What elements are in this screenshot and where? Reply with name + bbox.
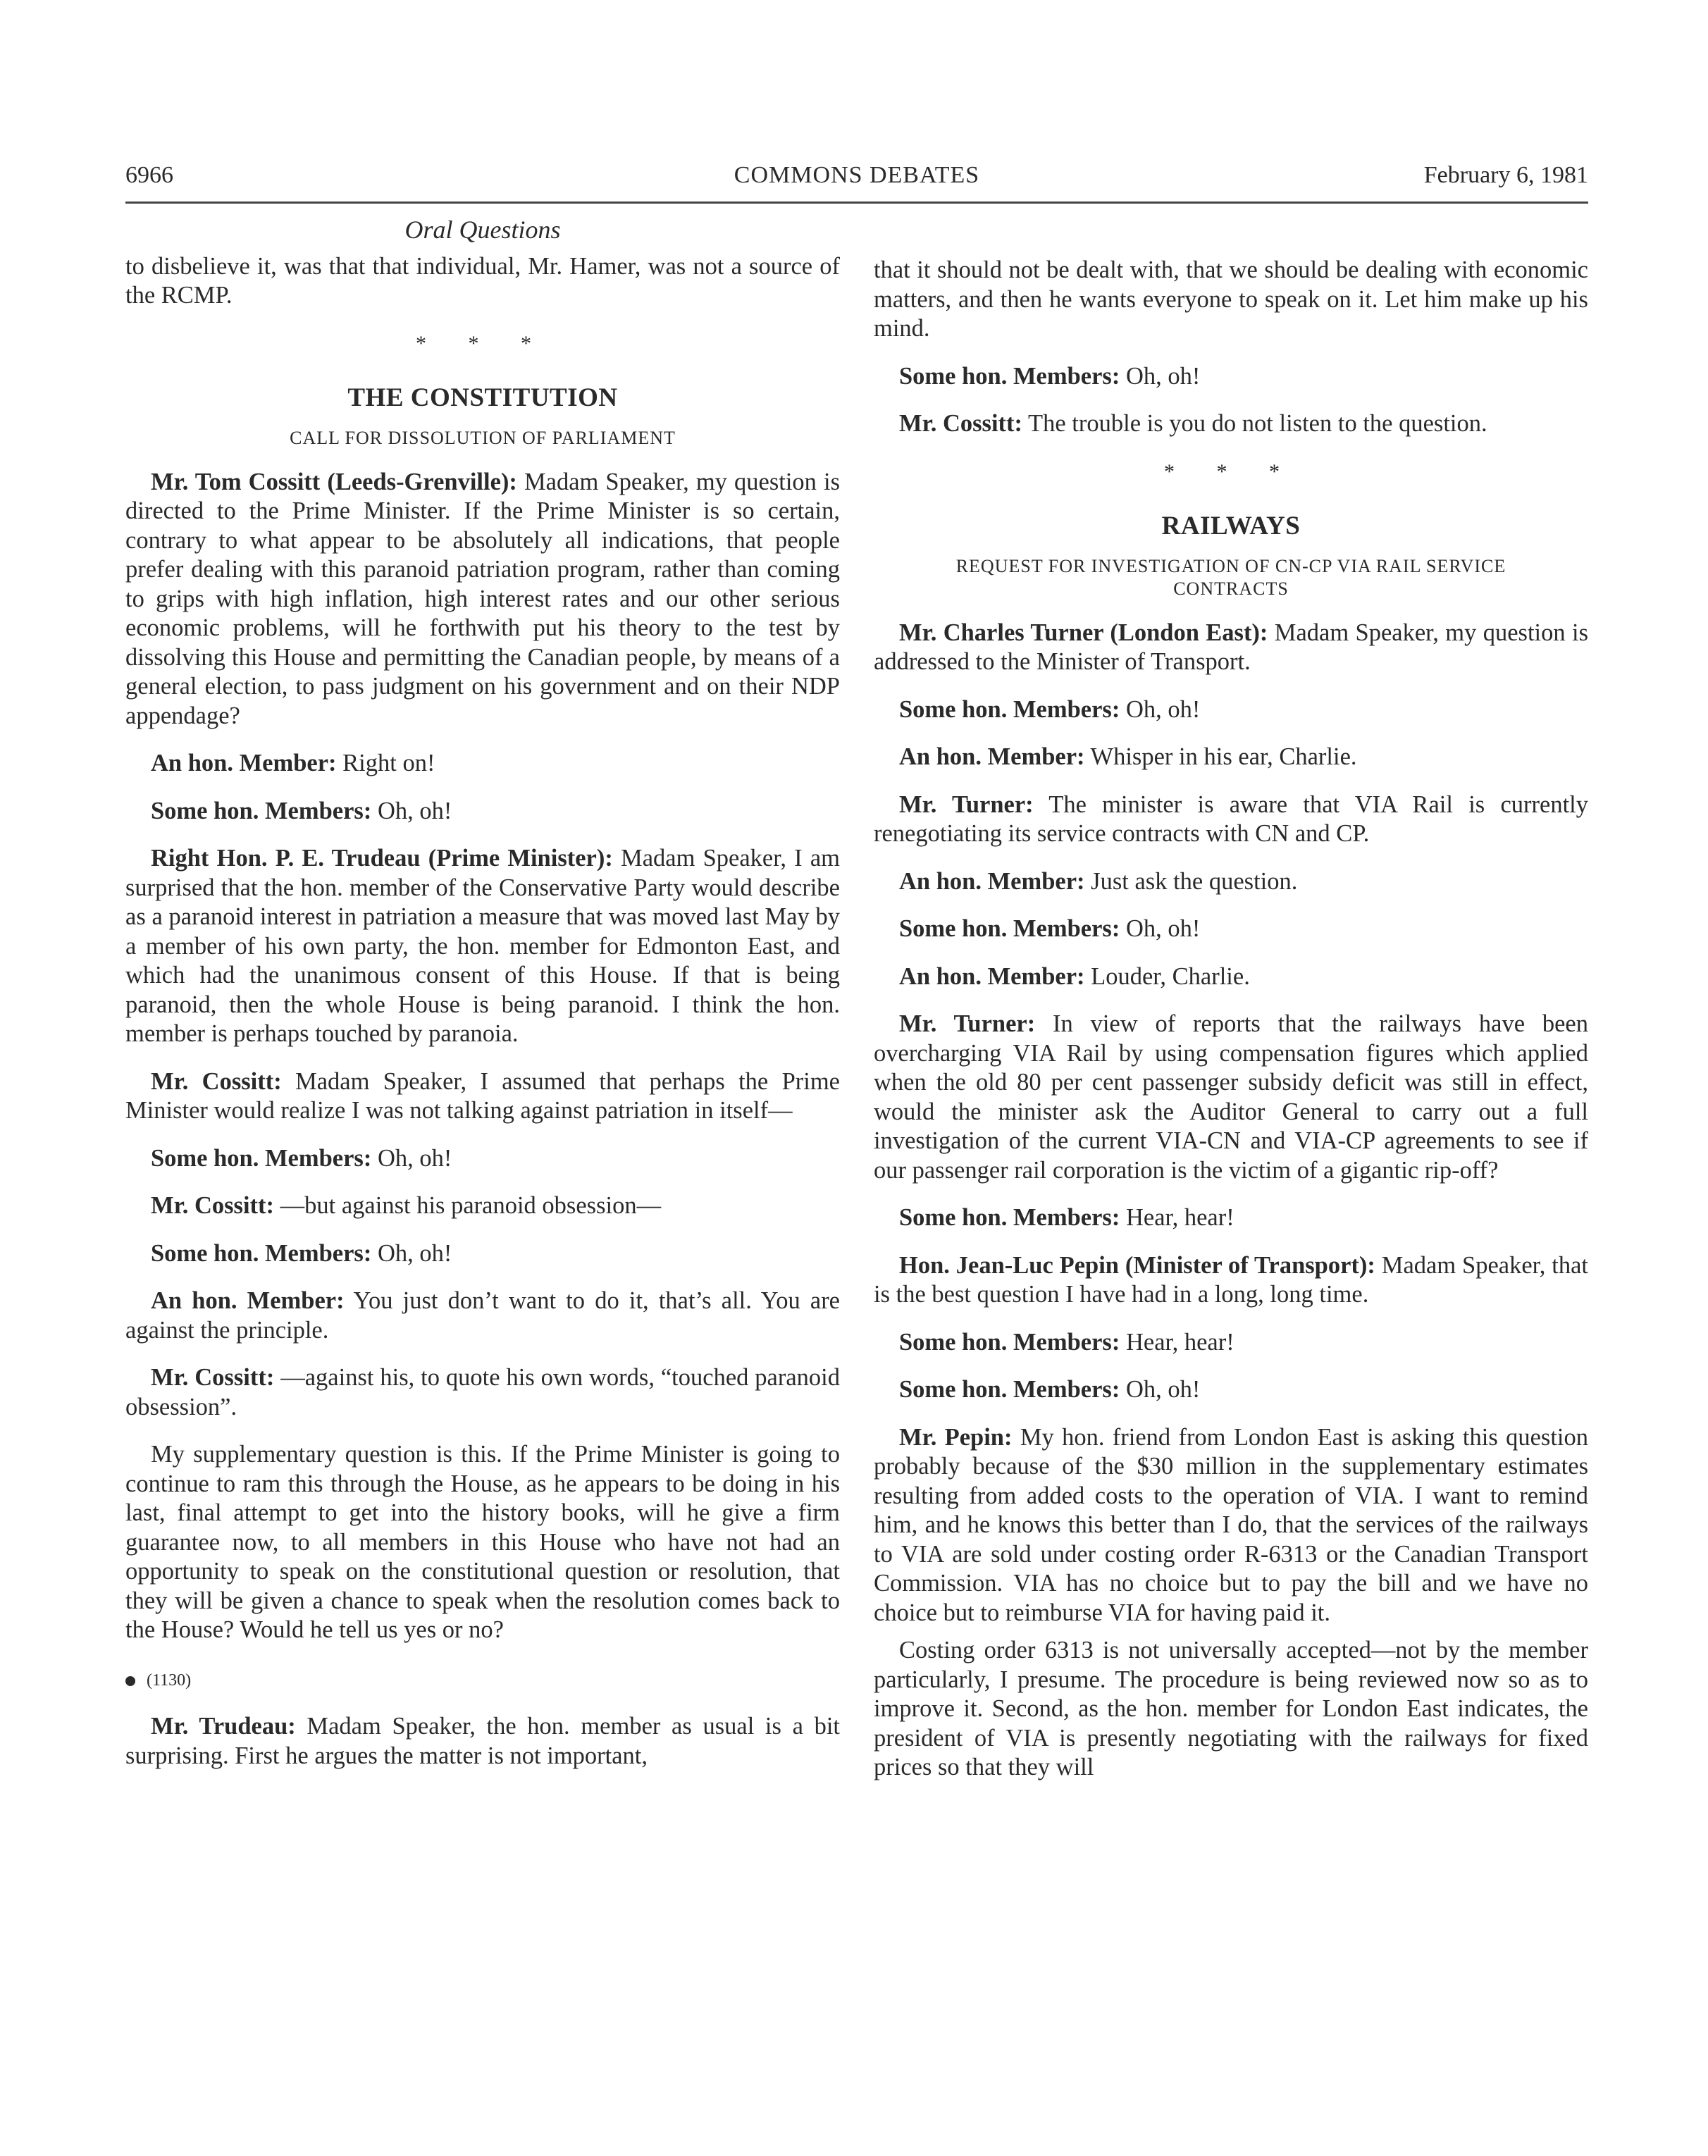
speaker-name: Mr. Turner: — [899, 1010, 1036, 1037]
speech-text: Madam Speaker, my question is addressed to the Minister of Transport. — [874, 619, 1588, 675]
speech-paragraph — [874, 1328, 1588, 1358]
speech-text: Whisper in his ear, Charlie. — [1084, 743, 1357, 770]
speech-text: Oh, oh! — [371, 797, 452, 824]
speech-text: Oh, oh! — [371, 1239, 452, 1267]
speech-paragraph — [125, 797, 840, 826]
speech-paragraph — [125, 1440, 840, 1645]
speech-text: The minister is aware that VIA Rail is currently renegotiating its service contracts with CN and CP. — [874, 791, 1588, 847]
speech-text: Hear, hear! — [1120, 1204, 1234, 1231]
speech-paragraph — [874, 791, 1588, 849]
speech-paragraph — [874, 619, 1588, 677]
speaker-name: Hon. Jean-Luc Pepin (Minister of Transport): — [899, 1251, 1375, 1279]
speech-text: Madam Speaker, the hon. member as usual is a bit surprising. First he argues the matter is not important, — [125, 1713, 841, 1769]
speech-paragraph — [125, 1067, 840, 1126]
time-marker — [125, 1666, 840, 1696]
speech-text: Just ask the question. — [1084, 867, 1298, 895]
left-column — [125, 211, 840, 1789]
speaker-name: Mr. Turner: — [899, 791, 1034, 818]
speech-paragraph — [874, 695, 1588, 725]
speaker-name: Some hon. Members: — [151, 1144, 372, 1172]
speech-paragraph — [125, 1144, 840, 1174]
speaker-name: An hon. Member: — [899, 743, 1085, 770]
speech-text: Madam Speaker, that is the best question I have had in a long, long time. — [874, 1251, 1589, 1308]
page-number: 6966 — [125, 162, 173, 188]
speech-paragraph — [125, 749, 840, 779]
section-title: RAILWAYS — [1161, 512, 1301, 540]
speaker-name: Mr. Pepin: — [899, 1423, 1013, 1451]
speech-paragraph — [874, 409, 1588, 439]
speech-paragraph — [874, 1251, 1588, 1310]
speech-paragraph — [874, 915, 1588, 944]
speech-paragraph — [874, 1010, 1588, 1185]
speaker-name: Some hon. Members: — [151, 797, 372, 824]
speech-text: Costing order 6313 is not universally accepted—not by the member particularly, I presume. The procedure is being reviewed now so as to improve it. Second, as the hon. member for London East indicates, the president of VIA is presently negotiating with the railways for fixed prices so that they will — [874, 1637, 1588, 1780]
speech-paragraph — [125, 844, 840, 1049]
publication-date: February 6, 1981 — [1423, 162, 1588, 188]
section-separator: * * * — [1164, 459, 1298, 483]
section-subtitle: REQUEST FOR INVESTIGATION OF CN-CP VIA RAIL SERVICE CONTRACTS — [955, 555, 1506, 599]
speech-paragraph — [874, 1423, 1588, 1628]
speech-text: Madam Speaker, my question is directed to the Prime Minister. If the Prime Minister is so certain, contrary to what appear to be absolutely all indications, that people prefer dealing with this paranoid patriation program, rather than coming to grips with high inflation, high interest rates and our other serious economic problems, will he forthwith put his theory to the test by dissolving this House and permitting the Canadian people, by means of a general election, to pass judgment on his government and on their NDP appendage? — [125, 468, 840, 729]
speaker-name: An hon. Member: — [899, 867, 1085, 895]
speaker-name: Right Hon. P. E. Trudeau (Prime Minister): — [151, 845, 613, 872]
speaker-name: Some hon. Members: — [151, 1239, 372, 1267]
speaker-name: An hon. Member: — [151, 1287, 345, 1314]
speech-text: You just don’t want to do it, that’s all. You are against the principle. — [125, 1287, 840, 1344]
speaker-name: Mr. Cossitt: — [899, 410, 1023, 437]
speech-text: Madam Speaker, I am surprised that the hon. member of the Conservative Party would describe as a paranoid interest in patriation a measure that was moved last May by a member of his own party, the hon. member for Edmonton East, and which had the unanimous consent of this House. If that is being paranoid, then the whole House is being paranoid. I think the hon. member is perhaps touched by paranoia. — [125, 845, 840, 1047]
speaker-name: Mr. Charles Turner (London East): — [899, 619, 1268, 646]
section-title: THE CONSTITUTION — [347, 383, 618, 412]
right-column — [874, 256, 1588, 1801]
speaker-name: An hon. Member: — [151, 750, 337, 776]
speech-paragraph — [125, 1712, 840, 1771]
continuation-paragraph: to disbelieve it, was that that individual, Mr. Hamer, was not a source of the RCMP. — [125, 252, 840, 309]
speech-paragraph — [874, 962, 1588, 992]
speech-paragraph — [874, 1636, 1588, 1783]
speech-text: Louder, Charlie. — [1084, 962, 1250, 990]
section-subtitle: CALL FOR DISSOLUTION OF PARLIAMENT — [290, 427, 676, 448]
speech-paragraph — [125, 1239, 840, 1269]
speech-text: Oh, oh! — [1120, 362, 1201, 390]
speech-paragraph — [125, 1287, 840, 1345]
continuation-paragraph: that it should not be dealt with, that we should be dealing with economic matters, and then he wants everyone to speak on it. Let him make up his mind. — [874, 256, 1588, 342]
time-marker-text: (1130) — [147, 1671, 192, 1690]
speaker-name: Mr. Cossitt: — [151, 1192, 275, 1219]
bullet-icon — [125, 1676, 135, 1686]
speech-paragraph — [125, 1363, 840, 1422]
speaker-name: An hon. Member: — [899, 962, 1085, 990]
speaker-name: Mr. Cossitt: — [151, 1364, 275, 1391]
speech-text: —but against his paranoid obsession— — [274, 1192, 662, 1219]
speech-paragraph — [874, 743, 1588, 772]
speech-text: Right on! — [336, 750, 435, 776]
speech-text: Oh, oh! — [1120, 915, 1201, 942]
speaker-name: Mr. Tom Cossitt (Leeds-Grenville): — [151, 468, 517, 495]
speech-paragraph — [874, 362, 1588, 392]
page-header — [125, 162, 1588, 204]
speaker-name: Mr. Trudeau: — [151, 1713, 296, 1740]
speech-paragraph — [874, 1203, 1588, 1233]
publication-title: COMMONS DEBATES — [734, 162, 980, 188]
speech-paragraph — [874, 867, 1588, 897]
speech-text: My supplementary question is this. If the Prime Minister is going to continue to ram this through the House, as he appears to be doing in his last, final attempt to get into the history books, will he give a firm guarantee now, to all members in this House who have not had an opportunity to speak on the constitutional question or resolution, that they will be given a chance to speak when the resolution comes back to the House? Would he tell us yes or no? — [125, 1441, 840, 1643]
speech-paragraph — [125, 468, 840, 731]
speech-text: Oh, oh! — [1120, 695, 1201, 723]
speech-text: Madam Speaker, I assumed that perhaps the Prime Minister would realize I was not talking against patriation in itself— — [125, 1067, 840, 1124]
speech-text: —against his, to quote his own words, “touched paranoid obsession”. — [125, 1364, 840, 1420]
speaker-name: Some hon. Members: — [899, 1376, 1120, 1403]
speaker-name: Some hon. Members: — [899, 1328, 1120, 1356]
speaker-name: Some hon. Members: — [899, 1204, 1120, 1231]
speaker-name: Some hon. Members: — [899, 362, 1120, 390]
running-head: Oral Questions — [404, 216, 561, 244]
speech-paragraph — [874, 1375, 1588, 1405]
speech-text: In view of reports that the railways have been overcharging VIA Rail by using compensation figures which applied when the old 80 per cent passenger subsidy deficit was still in effect, would the minister ask the Auditor General to carry out a full investigation of the current VIA-CN and VIA-CP agreements to see if our passenger rail corporation is the victim of a gigantic rip-off? — [874, 1010, 1588, 1184]
speech-paragraph — [125, 1191, 840, 1221]
speech-text: Hear, hear! — [1120, 1328, 1234, 1356]
section-separator: * * * — [416, 331, 550, 355]
speech-text: The trouble is you do not listen to the question. — [1022, 410, 1487, 437]
speaker-name: Some hon. Members: — [899, 915, 1120, 942]
speech-text: Oh, oh! — [1120, 1376, 1201, 1403]
speech-text: Oh, oh! — [371, 1144, 452, 1172]
speaker-name: Some hon. Members: — [899, 695, 1120, 723]
speaker-name: Mr. Cossitt: — [151, 1067, 282, 1095]
speech-text: My hon. friend from London East is asking this question probably because of the $30 million in the supplementary estimates resulting from added costs to the operation of VIA. I want to remind him, and he knows this better than I do, that the services of the railways to VIA are sold under costing order R-6313 or the Canadian Transport Commission. VIA has no choice but to pay the bill and we have no choice but to reimburse VIA for having paid it. — [874, 1423, 1588, 1626]
